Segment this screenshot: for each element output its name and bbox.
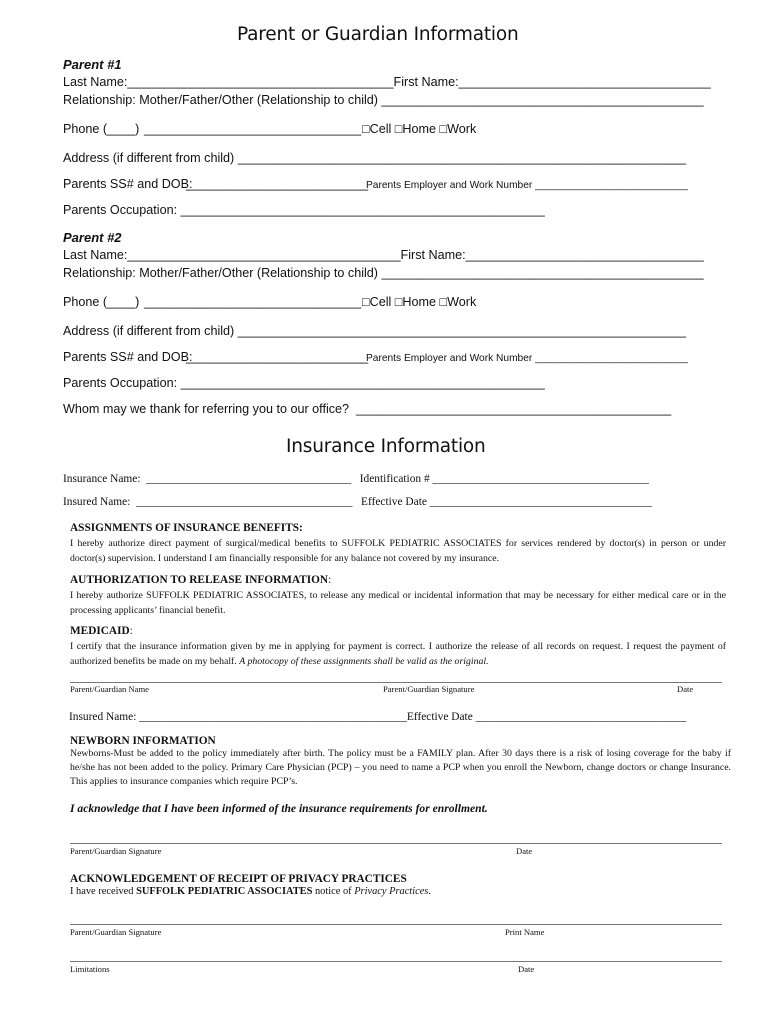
acknowledge-statement: I acknowledge that I have been informed of the insurance requirements for enrollment. <box>70 802 488 815</box>
signature-line-3[interactable] <box>70 924 722 925</box>
privacy-heading: ACKNOWLEDGEMENT OF RECEIPT OF PRIVACY PRACTICES <box>70 873 407 885</box>
parent1-heading: Parent #1 <box>63 57 122 72</box>
parent2-relationship-field[interactable]: Relationship: Mother/Father/Other (Relationship to child) ______________________________________________ <box>63 266 704 280</box>
signature-line-1[interactable] <box>70 682 722 683</box>
limitations-label: Limitations <box>70 964 110 974</box>
medicaid-italic-note: A photocopy of these assignments shall be valid as the original. <box>239 656 489 667</box>
parent1-phone-number-field[interactable]: _______________________________ <box>144 122 362 136</box>
assignments-body: I hereby authorize direct payment of surgical/medical benefits to SUFFOLK PEDIATRIC ASSOCIATES for services rendered by doctor(s) in person or under doctor(s) supervision. I understand I am financially responsible for any balance not covered by my insurance. <box>70 538 726 564</box>
parent1-phone-area-field[interactable]: Phone (____) <box>63 122 140 136</box>
parent1-ss-dob-field[interactable]: __________________________ <box>186 177 369 191</box>
parent2-phone-type-checkboxes[interactable]: □Cell □Home □Work <box>362 295 477 309</box>
parent1-name-field[interactable]: Last Name:______________________________________First Name:____________________________________ <box>63 75 711 89</box>
parent-guardian-signature-label: Parent/Guardian Signature <box>383 684 475 694</box>
medicaid-heading: MEDICAID: <box>70 625 133 637</box>
signature-line-2[interactable] <box>70 843 722 844</box>
newborn-heading: NEWBORN INFORMATION <box>70 735 216 747</box>
parent1-relationship-field[interactable]: Relationship: Mother/Father/Other (Relationship to child) ______________________________________________ <box>63 93 704 107</box>
insured-name-effective-date-field[interactable]: Insured Name: _______________________________________________Effective Date _____________________________________ <box>69 711 687 723</box>
insurance-title: Insurance Information <box>286 436 486 457</box>
parent2-phone-number-field[interactable]: _______________________________ <box>144 295 362 309</box>
parent1-ss-dob-label: Parents SS# and DOB: <box>63 177 193 191</box>
authorization-heading: AUTHORIZATION TO RELEASE INFORMATION: <box>70 574 332 586</box>
page-title: Parent or Guardian Information <box>237 24 519 45</box>
parent1-occupation-field[interactable]: Parents Occupation: ____________________________________________________ <box>63 203 545 217</box>
parent2-phone-area-field[interactable]: Phone (____) <box>63 295 140 309</box>
parent1-phone-type-checkboxes[interactable]: □Cell □Home □Work <box>362 122 477 136</box>
parent-guardian-signature-label-3: Parent/Guardian Signature <box>70 927 162 937</box>
newborn-body: Newborns-Must be added to the policy immediately after birth. The policy must be a FAMILY plan. After 30 days there is a risk of losing coverage for the baby if he/she has not been added to the policy. Primary Care Physician (PCP) – you need to name a PCP when you enroll the Newborn, change doctors or change Insurance. This applies to insurance companies which require PCP’s. <box>70 748 731 787</box>
parent-guardian-signature-label-2: Parent/Guardian Signature <box>70 846 162 856</box>
date-label-4: Date <box>518 964 535 974</box>
parent2-address-field[interactable]: Address (if different from child) ________________________________________________________________ <box>63 324 687 338</box>
insurance-name-field[interactable]: Insurance Name: ____________________________________ Identification # ______________________________________ <box>63 473 649 485</box>
parent-guardian-name-label: Parent/Guardian Name <box>70 684 149 694</box>
date-label-2: Date <box>516 846 533 856</box>
parent1-employer-field[interactable]: Parents Employer and Work Number ___________________________ <box>366 180 689 191</box>
parent1-address-field[interactable]: Address (if different from child) ________________________________________________________________ <box>63 151 687 165</box>
parent2-occupation-field[interactable]: Parents Occupation: ____________________________________________________ <box>63 376 545 390</box>
authorization-body: I hereby authorize SUFFOLK PEDIATRIC ASSOCIATES, to release any medical or incidental information that may be necessary for either medical care or in the processing applicants’ financial benefit. <box>70 590 726 616</box>
insured-name-field[interactable]: Insured Name: ______________________________________ Effective Date _______________________________________ <box>63 496 652 508</box>
parent2-ss-dob-label: Parents SS# and DOB: <box>63 350 193 364</box>
referral-field[interactable]: Whom may we thank for referring you to our office? _____________________________________________ <box>63 402 672 416</box>
assignments-heading: ASSIGNMENTS OF INSURANCE BENEFITS: <box>70 522 303 534</box>
print-name-label: Print Name <box>505 927 545 937</box>
parent2-heading: Parent #2 <box>63 230 122 245</box>
parent2-employer-field[interactable]: Parents Employer and Work Number ___________________________ <box>366 353 689 364</box>
parent2-ss-dob-field[interactable]: __________________________ <box>186 350 369 364</box>
parent2-name-field[interactable]: Last Name:_______________________________________First Name:__________________________________ <box>63 248 704 262</box>
medicaid-body: I certify that the insurance information given by me in applying for payment is correct. I authorize the release of all records on request. I request the payment of authorized benefits be made on my behalf. A photocopy of these assignments shall be valid as the original. <box>70 641 726 667</box>
signature-line-4[interactable] <box>70 961 722 962</box>
date-label: Date <box>677 684 694 694</box>
privacy-body: I have received SUFFOLK PEDIATRIC ASSOCIATES notice of Privacy Practices. <box>70 886 431 897</box>
